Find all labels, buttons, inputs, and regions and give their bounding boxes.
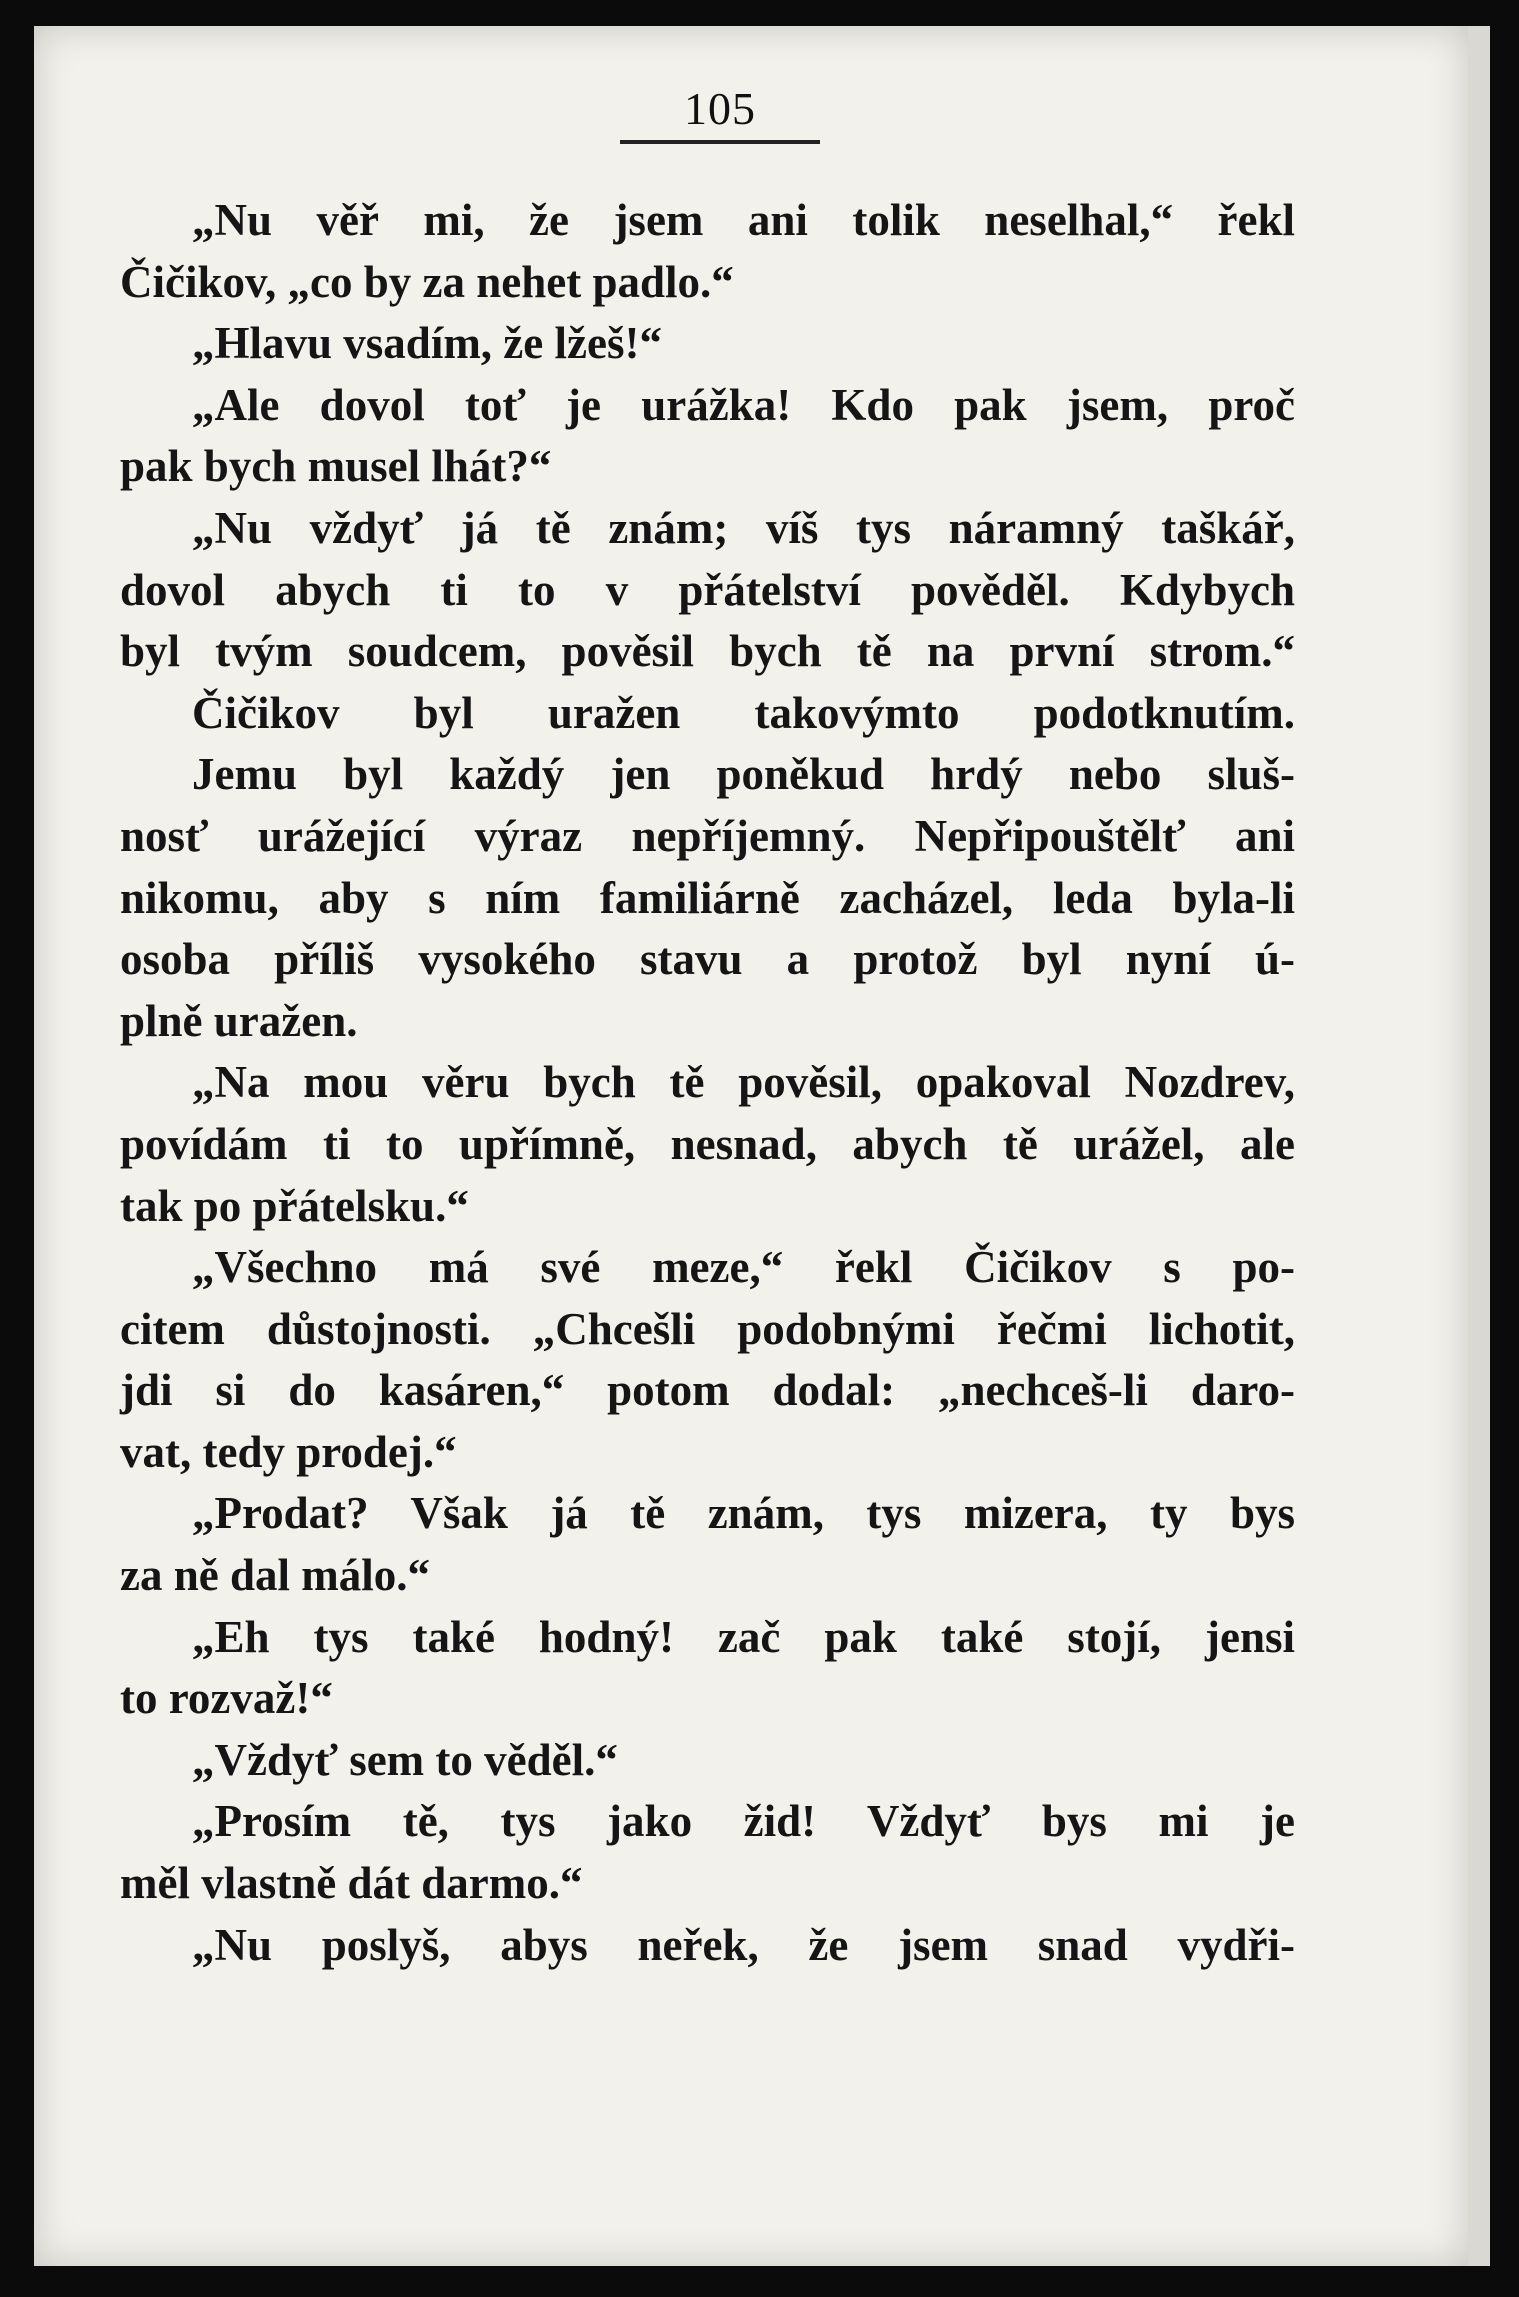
text-line: tak po přátelsku.“ <box>120 1180 469 1231</box>
text-line: dovol abych ti to v přátelství pověděl. Kdybych <box>120 564 1295 615</box>
text-line: nosť urážející výraz nepříjemný. Nepřipouštělť ani <box>120 810 1295 861</box>
text-line: za ně dal málo.“ <box>120 1550 430 1601</box>
text-line: „Eh tys také hodný! zač pak také stojí, jensi <box>192 1611 1295 1662</box>
text-line: jdi si do kasáren,“ potom dodal: „nechceš-li daro- <box>120 1365 1295 1416</box>
text-line: „Nu vždyť já tě znám; víš tys náramný taškář, <box>192 502 1295 553</box>
text-line: nikomu, aby s ním familiárně zacházel, leda byla-li <box>120 872 1295 923</box>
text-line: povídám ti to upřímně, nesnad, abych tě urážel, ale <box>120 1118 1295 1169</box>
text-line: „Nu věř mi, že jsem ani tolik neselhal,“ řekl <box>192 195 1295 245</box>
text-line: „Prodat? Však já tě znám, tys mizera, ty bys <box>192 1488 1295 1539</box>
text-line: plně uražen. <box>120 995 358 1046</box>
text-line: „Prosím tě, tys jako žid! Vždyť bys mi je <box>192 1796 1295 1847</box>
text-line: byl tvým soudcem, pověsil bych tě na první strom.“ <box>120 626 1295 677</box>
text-line: Čičikov byl uražen takovýmto podotknutím. <box>192 687 1295 738</box>
text-line: „Hlavu vsadím, že lžeš!“ <box>192 318 662 369</box>
text-line: „Ale dovol toť je urážka! Kdo pak jsem, proč <box>192 379 1295 430</box>
text-line: osoba příliš vysokého stavu a protož byl nyní ú- <box>120 934 1295 985</box>
text-line: „Nu poslyš, abys neřek, že jsem snad vydři- <box>192 1919 1295 1970</box>
page-number-rule <box>620 140 820 144</box>
text-line: pak bych musel lhát?“ <box>120 441 552 492</box>
body-text <box>120 190 1295 1976</box>
text-line: vat, tedy prodej.“ <box>120 1426 457 1477</box>
text-line: Jemu byl každý jen poněkud hrdý nebo sluš- <box>192 749 1295 800</box>
text-line: Čičikov, „co by za nehet padlo.“ <box>120 256 734 307</box>
page-number: 105 <box>684 83 756 134</box>
text-line: „Na mou věru bych tě pověsil, opakoval Nozdrev, <box>192 1057 1295 1108</box>
text-line: „Všechno má své meze,“ řekl Čičikov s po- <box>192 1242 1295 1293</box>
text-line: citem důstojnosti. „Chcešli podobnými řečmi lichotit, <box>120 1303 1295 1354</box>
text-line: to rozvaž!“ <box>120 1673 333 1724</box>
page-edge <box>1468 26 1490 2266</box>
text-line: „Vždyť sem to věděl.“ <box>192 1734 618 1785</box>
text-line: měl vlastně dát darmo.“ <box>120 1858 583 1909</box>
